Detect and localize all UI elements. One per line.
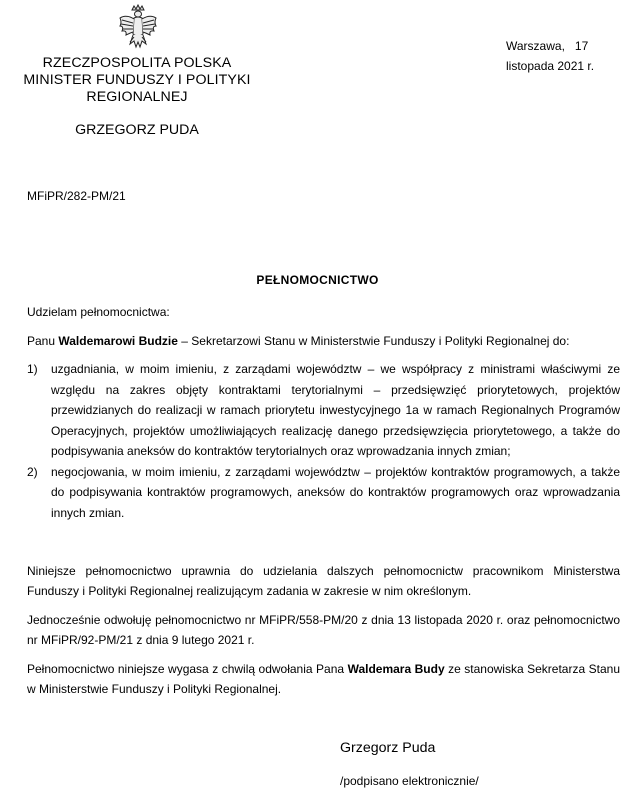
signature-name: Grzegorz Puda [340,740,436,756]
addressee-name: Waldemarowi Budzie [58,334,178,348]
intro-text: Udzielam pełnomocnictwa: [27,305,170,319]
list-item-number: 1) [27,362,38,376]
revocation-paragraph: Jednocześnie odwołuję pełnomocnictwo nr MFiPR/558-PM/20 z dnia 13 listopada 2020 r. oraz pełnomocnictwo nr MFiPR/92-PM/21 z dnia 9 lutego 2021 r. [27,613,620,647]
list-item-text: negocjowania, w moim imieniu, z zarządami województw – projektów kontraktów programowych, a także do podpisywania kontraktów programowych, aneksów do kontraktów programowych oraz wprowadzania innych zmian. [51,464,620,520]
list-item-text: uzgadniania, w moim imieniu, z zarządami województw – we współpracy z ministrami właściwymi ze względu na zakres objęty kontraktami terytorialnymi – przedsięwzięć priorytetowych, projektów przewidzianych do realizacji w ramach priorytetu inwestycyjnego 1a w ramach Regionalnych Programów Operacyjnych, projektów umożliwiających realizację danego przedsięwzięcia priorytetowego, a także do podpisywania aneksów do kontraktów terytorialnych oraz wprowadzania innych zmian; [51,362,620,458]
date-line-2: listopada 2021 r. [506,59,595,73]
addressee-suffix: – Sekretarzowi Stanu w Ministerstwie Funduszy i Polityki Regionalnej do: [177,334,570,348]
expiry-name: Waldemara Budy [347,662,445,676]
delegation-paragraph: Niniejsze pełnomocnictwo uprawnia do udzielania dalszych pełnomocnictw pracownikom Ministerstwa Funduszy i Polityki Regionalnej realizującym zadania w zakresie w nim określonym. [27,564,620,598]
header-line-2: MINISTER FUNDUSZY I POLITYKI [23,72,251,88]
date-line-1: Warszawa, 17 [506,39,589,53]
header-line-1: RZECZPOSPOLITA POLSKA [42,55,232,71]
minister-name: GRZEGORZ PUDA [75,122,199,138]
list-item-number: 2) [27,464,38,479]
date-place [506,36,606,76]
expiry-prefix: Pełnomocnictwo niniejsze wygasa z chwilą odwołania Pana [27,662,348,676]
reference-number: MFiPR/282-PM/21 [27,189,126,203]
list-item [27,359,620,462]
expiry-paragraph [27,659,620,699]
document-title: PEŁNOMOCNICTWO [256,273,379,287]
header-line-3: REGIONALNEJ [86,89,188,105]
powers-list [27,359,620,523]
addressee-paragraph [27,331,620,351]
eagle-emblem-icon [118,4,158,54]
addressee-prefix: Panu [27,334,59,348]
expiry-suffix: ze stanowiska Sekretarza Stanu w Ministerstwie Funduszy i Polityki Regionalnej. [27,662,620,696]
list-item [27,462,620,524]
issuer-header [22,55,252,106]
signature-note: /podpisano elektronicznie/ [340,774,479,788]
